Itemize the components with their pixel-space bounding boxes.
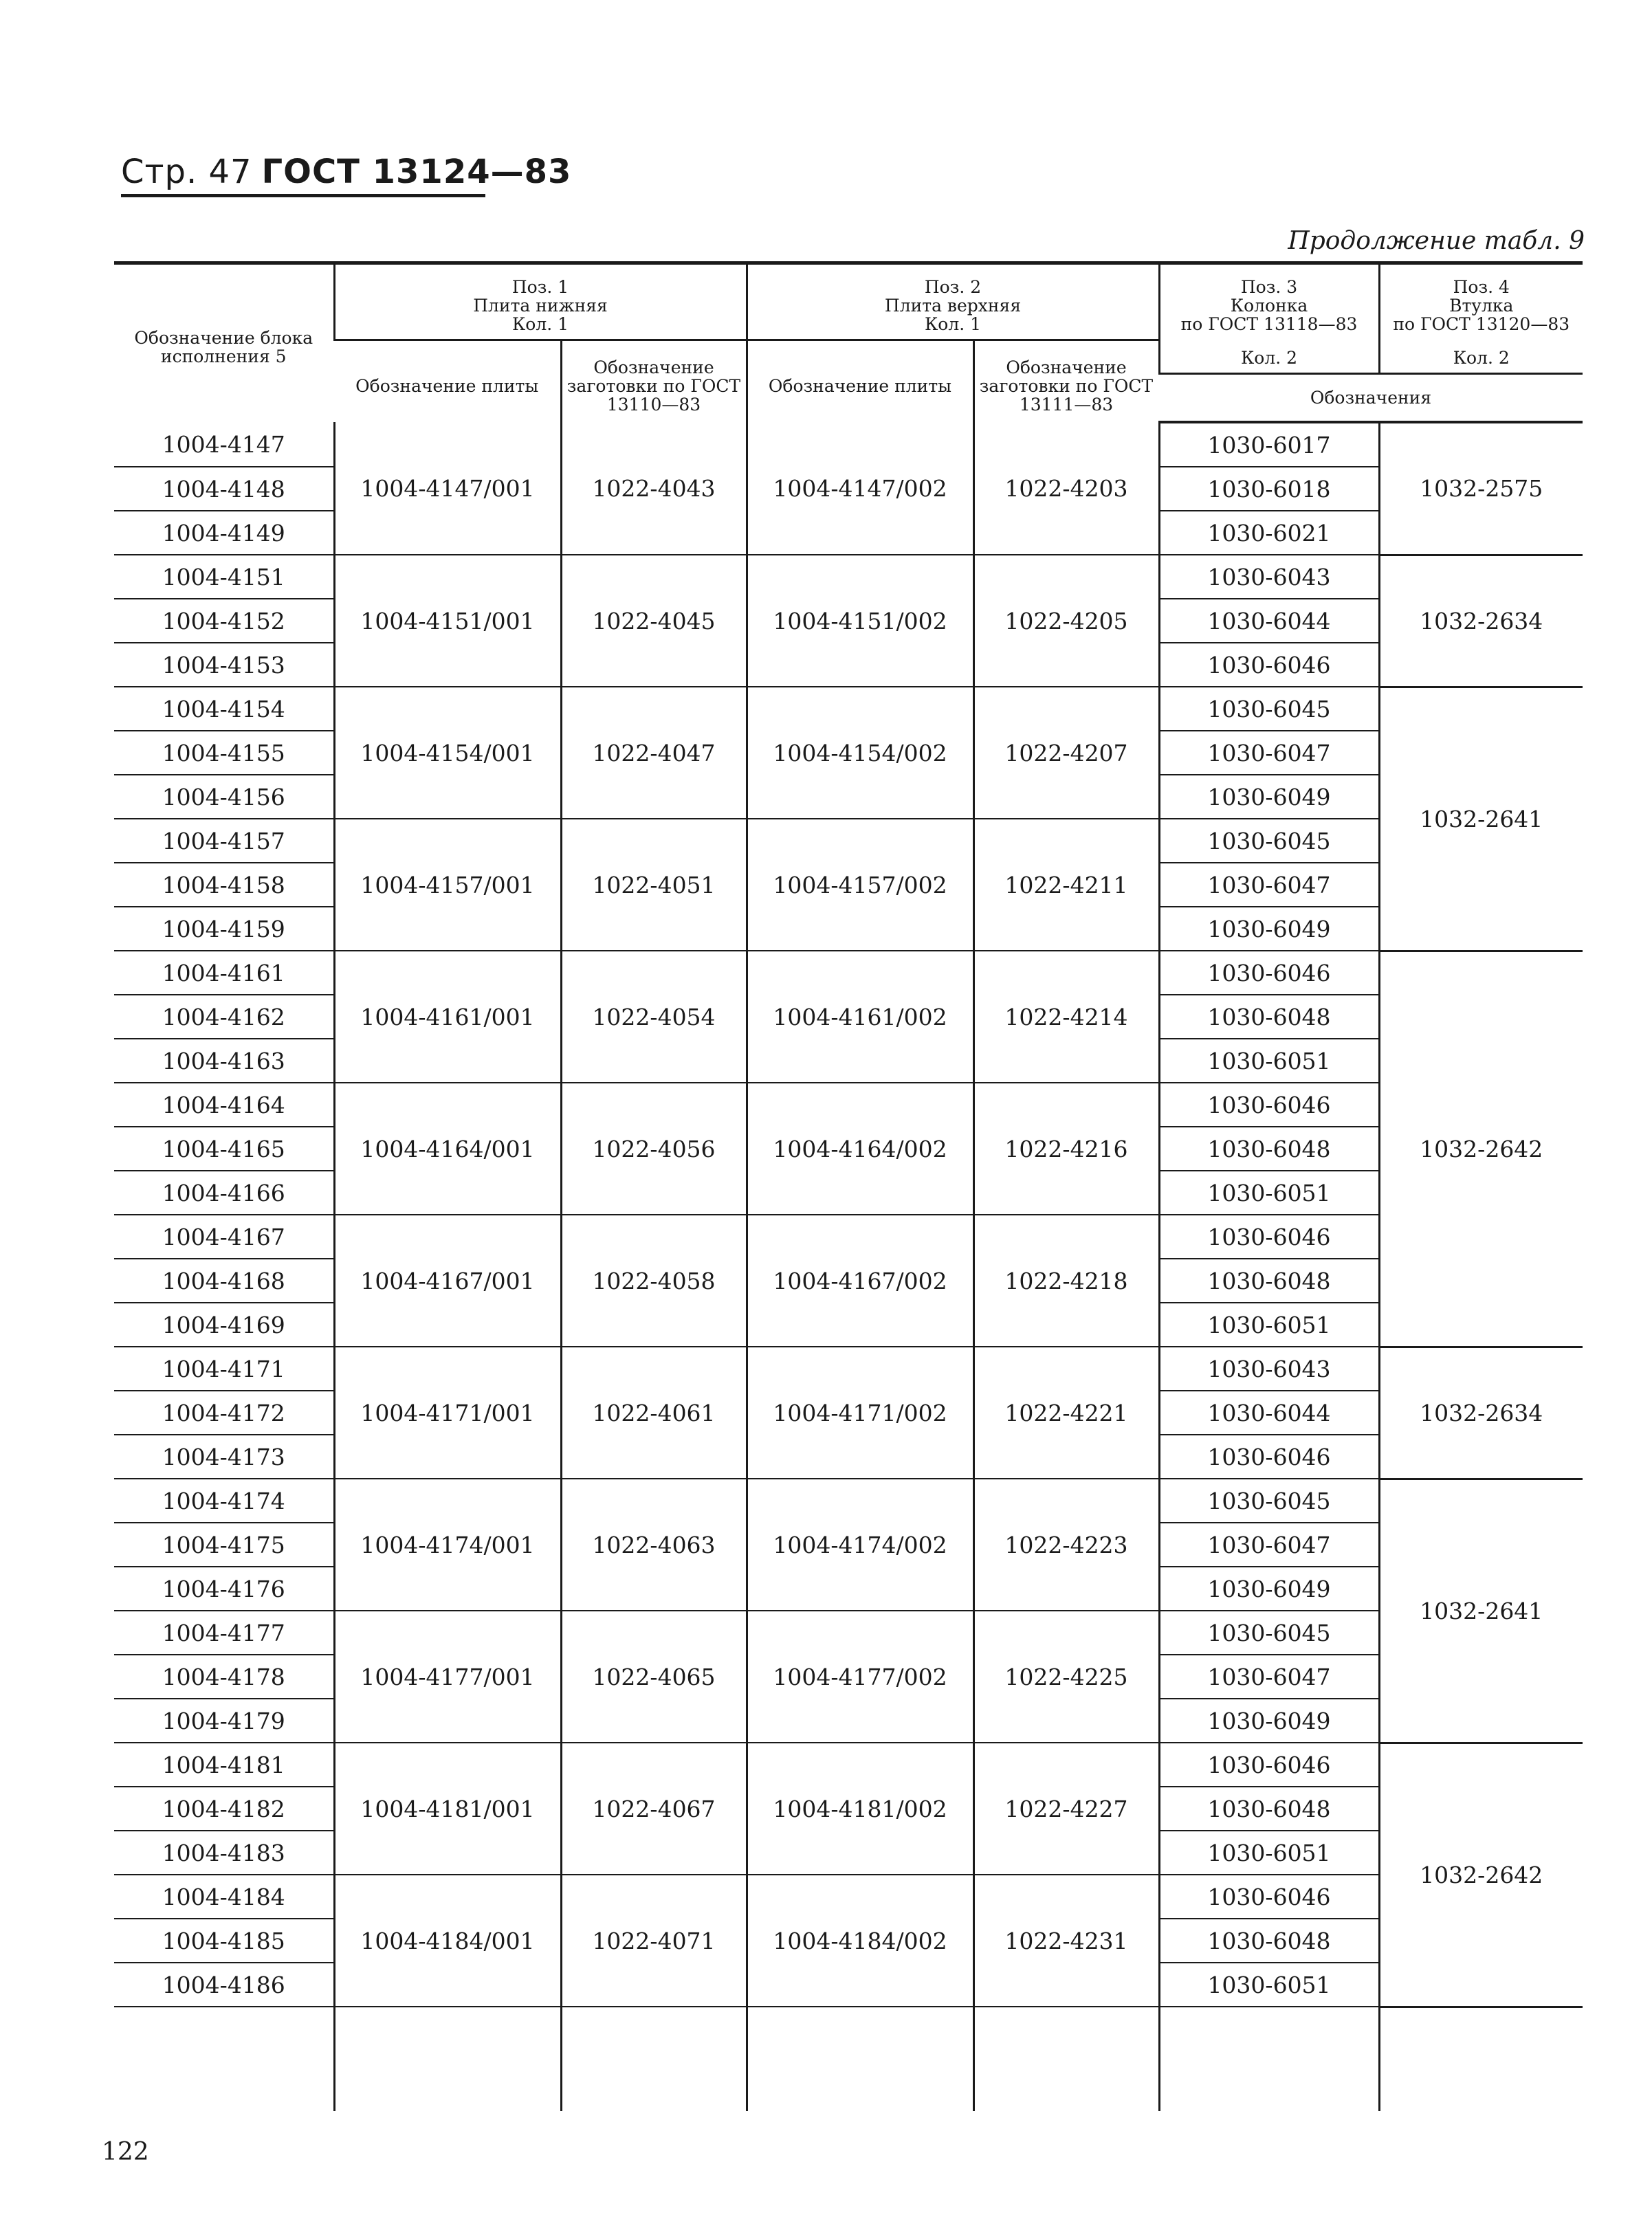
pos1-plate-designation: 1004-4177/001	[334, 1611, 561, 1743]
empty-cell	[1379, 2007, 1583, 2111]
column-designation: 1030-6047	[1159, 1655, 1379, 1699]
pos1-blank-designation: 1022-4043	[561, 422, 747, 555]
block-designation: 1004-4177	[114, 1611, 334, 1655]
pos2-plate-designation: 1004-4181/002	[747, 1743, 973, 1875]
column-designation: 1030-6046	[1159, 1215, 1379, 1259]
pos2-blank-designation: 1022-4211	[973, 819, 1159, 951]
block-designation: 1004-4167	[114, 1215, 334, 1259]
block-designation: 1004-4149	[114, 511, 334, 555]
header-pos1-title: Поз. 1	[511, 277, 569, 297]
specification-table	[114, 264, 1583, 2111]
block-designation: 1004-4171	[114, 1347, 334, 1391]
column-designation: 1030-6048	[1159, 1787, 1379, 1831]
block-designation: 1004-4157	[114, 819, 334, 863]
pos2-plate-designation: 1004-4157/002	[747, 819, 973, 951]
bushing-designation: 1032-2575	[1379, 422, 1583, 555]
header-pos2-title: Поз. 2	[924, 277, 982, 297]
pos2-plate-designation: 1004-4184/002	[747, 1875, 973, 2007]
pos2-blank-designation: 1022-4203	[973, 422, 1159, 555]
pos1-plate-designation: 1004-4167/001	[334, 1215, 561, 1347]
table-continuation-note: Продолжение табл. 9	[1288, 227, 1585, 255]
block-designation: 1004-4153	[114, 643, 334, 687]
column-designation: 1030-6047	[1159, 863, 1379, 907]
pos1-plate-designation: 1004-4174/001	[334, 1479, 561, 1611]
pos1-plate-designation: 1004-4181/001	[334, 1743, 561, 1875]
column-designation: 1030-6017	[1159, 422, 1379, 467]
block-designation: 1004-4165	[114, 1127, 334, 1171]
pos2-plate-designation: 1004-4154/002	[747, 687, 973, 819]
empty-cell	[114, 2007, 334, 2111]
table-row	[114, 1215, 1583, 1259]
pos1-plate-designation: 1004-4161/001	[334, 951, 561, 1083]
column-designation: 1030-6044	[1159, 1391, 1379, 1435]
block-designation: 1004-4183	[114, 1831, 334, 1875]
block-designation: 1004-4151	[114, 555, 334, 599]
header-pos2-name: Плита верхняя	[884, 296, 1022, 316]
pos2-blank-designation: 1022-4221	[973, 1347, 1159, 1479]
bushing-designation: 1032-2642	[1379, 951, 1583, 1347]
pos2-blank-designation: 1022-4207	[973, 687, 1159, 819]
pos1-blank-designation: 1022-4061	[561, 1347, 747, 1479]
column-designation: 1030-6048	[1159, 1919, 1379, 1963]
header-pos4-std: по ГОСТ 13120—83	[1393, 314, 1570, 334]
pos1-plate-designation: 1004-4154/001	[334, 687, 561, 819]
header-pos4	[1379, 264, 1583, 374]
header-pos3-name: Колонка	[1230, 296, 1308, 316]
header-pos1	[334, 264, 747, 340]
column-designation: 1030-6043	[1159, 555, 1379, 599]
table-row	[114, 555, 1583, 599]
bushing-designation: 1032-2642	[1379, 1743, 1583, 2007]
table-row	[114, 1347, 1583, 1391]
pos2-plate-designation: 1004-4147/002	[747, 422, 973, 555]
column-designation: 1030-6049	[1159, 775, 1379, 819]
header-pos2-qty: Кол. 1	[924, 314, 982, 334]
pos1-blank-designation: 1022-4067	[561, 1743, 747, 1875]
block-designation: 1004-4179	[114, 1699, 334, 1743]
block-designation: 1004-4168	[114, 1259, 334, 1303]
column-designation: 1030-6046	[1159, 1083, 1379, 1127]
column-designation: 1030-6045	[1159, 1611, 1379, 1655]
header-rule	[121, 194, 485, 197]
empty-cell	[973, 2007, 1159, 2111]
table-tail	[114, 2007, 1583, 2111]
column-designation: 1030-6046	[1159, 951, 1379, 995]
column-designation: 1030-6043	[1159, 1347, 1379, 1391]
column-designation: 1030-6046	[1159, 1743, 1379, 1787]
page-label: Стр. 47	[121, 153, 252, 191]
column-designation: 1030-6045	[1159, 819, 1379, 863]
table-row	[114, 422, 1583, 467]
header-block-designation: Обозначение блока исполнения 5	[134, 328, 313, 366]
column-designation: 1030-6045	[1159, 687, 1379, 731]
header-pos2-blank: Обозначение заготовки по ГОСТ 13111—83	[973, 340, 1159, 423]
pos1-plate-designation: 1004-4171/001	[334, 1347, 561, 1479]
column-designation: 1030-6051	[1159, 1039, 1379, 1083]
pos2-blank-designation: 1022-4225	[973, 1611, 1159, 1743]
pos2-plate-designation: 1004-4161/002	[747, 951, 973, 1083]
block-designation: 1004-4163	[114, 1039, 334, 1083]
column-designation: 1030-6045	[1159, 1479, 1379, 1523]
column-designation: 1030-6044	[1159, 599, 1379, 643]
block-designation: 1004-4152	[114, 599, 334, 643]
block-designation: 1004-4181	[114, 1743, 334, 1787]
block-designation: 1004-4164	[114, 1083, 334, 1127]
header-pos3-qty: Кол. 2	[1240, 348, 1298, 368]
pos2-blank-designation: 1022-4205	[973, 555, 1159, 687]
block-designation: 1004-4172	[114, 1391, 334, 1435]
table-row	[114, 1083, 1583, 1127]
page-header	[121, 153, 571, 191]
column-designation: 1030-6048	[1159, 1127, 1379, 1171]
table-body	[114, 422, 1583, 2111]
column-designation: 1030-6051	[1159, 1831, 1379, 1875]
block-designation: 1004-4159	[114, 907, 334, 951]
header-pos1-qty: Кол. 1	[511, 314, 569, 334]
pos1-blank-designation: 1022-4045	[561, 555, 747, 687]
pos1-plate-designation: 1004-4184/001	[334, 1875, 561, 2007]
column-designation: 1030-6051	[1159, 1963, 1379, 2007]
pos2-plate-designation: 1004-4171/002	[747, 1347, 973, 1479]
block-designation: 1004-4178	[114, 1655, 334, 1699]
column-designation: 1030-6048	[1159, 995, 1379, 1039]
pos1-plate-designation: 1004-4147/001	[334, 422, 561, 555]
block-designation: 1004-4176	[114, 1567, 334, 1611]
pos2-blank-designation: 1022-4218	[973, 1215, 1159, 1347]
pos1-blank-designation: 1022-4054	[561, 951, 747, 1083]
pos1-blank-designation: 1022-4056	[561, 1083, 747, 1215]
pos2-plate-designation: 1004-4164/002	[747, 1083, 973, 1215]
block-designation: 1004-4158	[114, 863, 334, 907]
column-designation: 1030-6049	[1159, 1699, 1379, 1743]
pos2-plate-designation: 1004-4151/002	[747, 555, 973, 687]
column-designation: 1030-6021	[1159, 511, 1379, 555]
block-designation: 1004-4174	[114, 1479, 334, 1523]
header-pos4-qty: Кол. 2	[1453, 348, 1510, 368]
block-designation: 1004-4184	[114, 1875, 334, 1919]
empty-cell	[1159, 2007, 1379, 2111]
table-row	[114, 1479, 1583, 1523]
pos1-plate-designation: 1004-4151/001	[334, 555, 561, 687]
pos2-blank-designation: 1022-4216	[973, 1083, 1159, 1215]
block-designation: 1004-4185	[114, 1919, 334, 1963]
table-row	[114, 1875, 1583, 1919]
header-pos1-blank: Обозначение заготовки по ГОСТ 13110—83	[561, 340, 747, 423]
pos1-blank-designation: 1022-4065	[561, 1611, 747, 1743]
block-designation: 1004-4173	[114, 1435, 334, 1479]
column-designation: 1030-6018	[1159, 467, 1379, 511]
bushing-designation: 1032-2641	[1379, 687, 1583, 951]
pos1-blank-designation: 1022-4058	[561, 1215, 747, 1347]
header-designations: Обозначения	[1159, 374, 1583, 423]
column-designation: 1030-6051	[1159, 1303, 1379, 1347]
pos2-plate-designation: 1004-4167/002	[747, 1215, 973, 1347]
column-designation: 1030-6046	[1159, 643, 1379, 687]
column-designation: 1030-6051	[1159, 1171, 1379, 1215]
column-designation: 1030-6046	[1159, 1875, 1379, 1919]
bushing-designation: 1032-2641	[1379, 1479, 1583, 1743]
pos2-blank-designation: 1022-4223	[973, 1479, 1159, 1611]
pos1-blank-designation: 1022-4051	[561, 819, 747, 951]
header-pos1-name: Плита нижняя	[473, 296, 608, 316]
column-designation: 1030-6047	[1159, 731, 1379, 775]
header-pos4-name: Втулка	[1449, 296, 1514, 316]
pos2-blank-designation: 1022-4227	[973, 1743, 1159, 1875]
pos1-plate-designation: 1004-4164/001	[334, 1083, 561, 1215]
block-designation: 1004-4162	[114, 995, 334, 1039]
empty-cell	[747, 2007, 973, 2111]
column-designation: 1030-6046	[1159, 1435, 1379, 1479]
table-row	[114, 819, 1583, 863]
block-designation: 1004-4169	[114, 1303, 334, 1347]
header-pos4-title: Поз. 4	[1453, 277, 1510, 297]
table-row	[114, 951, 1583, 995]
empty-cell	[561, 2007, 747, 2111]
pos1-blank-designation: 1022-4047	[561, 687, 747, 819]
block-designation: 1004-4154	[114, 687, 334, 731]
pos2-plate-designation: 1004-4177/002	[747, 1611, 973, 1743]
block-designation: 1004-4186	[114, 1963, 334, 2007]
bushing-designation: 1032-2634	[1379, 1347, 1583, 1479]
pos1-plate-designation: 1004-4157/001	[334, 819, 561, 951]
block-designation: 1004-4182	[114, 1787, 334, 1831]
page-number: 122	[102, 2138, 149, 2166]
pos2-plate-designation: 1004-4174/002	[747, 1479, 973, 1611]
block-designation: 1004-4161	[114, 951, 334, 995]
pos2-blank-designation: 1022-4231	[973, 1875, 1159, 2007]
table-row	[114, 1611, 1583, 1655]
header-pos3-std: по ГОСТ 13118—83	[1180, 314, 1358, 334]
standard-title: ГОСТ 13124—83	[261, 153, 572, 191]
header-pos1-plate: Обозначение плиты	[334, 340, 561, 423]
column-designation: 1030-6048	[1159, 1259, 1379, 1303]
block-designation: 1004-4175	[114, 1523, 334, 1567]
column-designation: 1030-6049	[1159, 1567, 1379, 1611]
block-designation: 1004-4155	[114, 731, 334, 775]
block-designation: 1004-4166	[114, 1171, 334, 1215]
bushing-designation: 1032-2634	[1379, 555, 1583, 687]
pos1-blank-designation: 1022-4071	[561, 1875, 747, 2007]
header-pos2	[747, 264, 1159, 340]
empty-cell	[334, 2007, 561, 2111]
table-row	[114, 1743, 1583, 1787]
column-designation: 1030-6049	[1159, 907, 1379, 951]
header-pos3	[1159, 264, 1379, 374]
pos1-blank-designation: 1022-4063	[561, 1479, 747, 1611]
block-designation: 1004-4156	[114, 775, 334, 819]
header-pos3-title: Поз. 3	[1240, 277, 1298, 297]
table-row	[114, 687, 1583, 731]
block-designation: 1004-4148	[114, 467, 334, 511]
header-pos2-plate: Обозначение плиты	[747, 340, 973, 423]
pos2-blank-designation: 1022-4214	[973, 951, 1159, 1083]
column-designation: 1030-6047	[1159, 1523, 1379, 1567]
block-designation: 1004-4147	[114, 422, 334, 467]
